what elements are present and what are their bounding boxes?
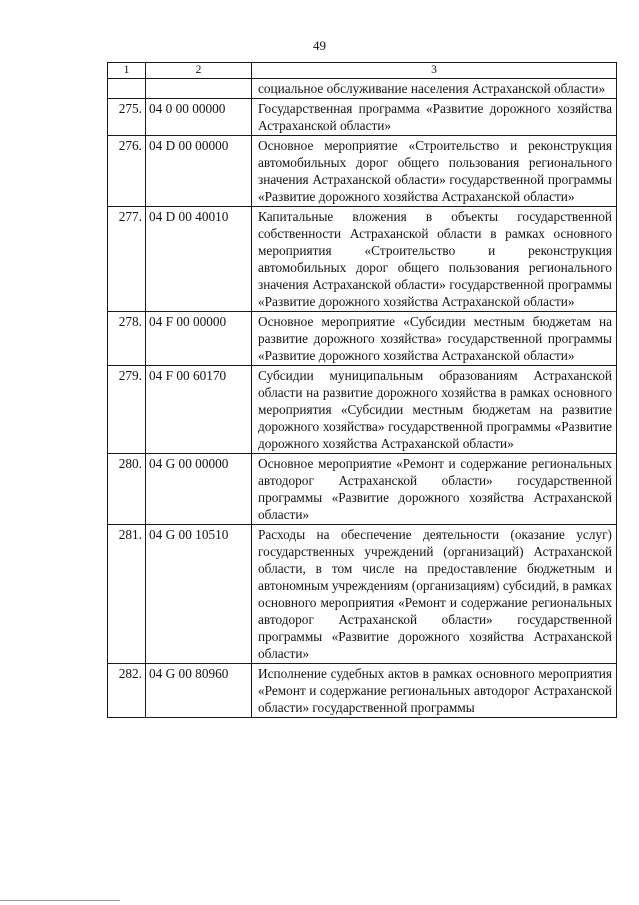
- row-description: Основное мероприятие «Строительство и реконструкция автомобильных дорог общего пользования регионального значения Астраханской области» государственной программы «Развитие дорожного хозяйства Астраханской области»: [252, 136, 617, 207]
- row-number: [108, 79, 146, 99]
- table-row: [108, 664, 617, 718]
- row-code: 04 D 00 40010: [146, 207, 252, 312]
- row-code: 04 G 00 10510: [146, 525, 252, 664]
- table-row: [108, 454, 617, 525]
- row-code: 04 0 00 00000: [146, 99, 252, 136]
- row-description: социальное обслуживание населения Астраханской области»: [252, 79, 617, 99]
- table-row: [108, 312, 617, 366]
- header-col-1: 1: [108, 63, 146, 79]
- row-description: Капитальные вложения в объекты государственной собственности Астраханской области в рамках основного мероприятия «Строительство и реконструкция автомобильных дорог общего пользования регионального значения Астраханской области» государственной программы «Развитие дорожного хозяйства Астраханской области»: [252, 207, 617, 312]
- row-number: 279.: [108, 366, 146, 454]
- row-description: Основное мероприятие «Ремонт и содержание региональных автодорог Астраханской области» государственной программы «Развитие дорожного хозяйства Астраханской области»: [252, 454, 617, 525]
- table-row: [108, 79, 617, 99]
- table-body: [108, 63, 617, 718]
- table-row: [108, 136, 617, 207]
- row-code: 04 G 00 80960: [146, 664, 252, 718]
- row-code: 04 F 00 00000: [146, 312, 252, 366]
- row-number: 275.: [108, 99, 146, 136]
- row-description: Субсидии муниципальным образованиям Астраханской области на развитие дорожного хозяйства в рамках основного мероприятия «Субсидии местным бюджетам на развитие дорожного хозяйства» государственной программы «Развитие дорожного хозяйства Астраханской области»: [252, 366, 617, 454]
- table-row: [108, 525, 617, 664]
- row-number: 276.: [108, 136, 146, 207]
- header-col-2: 2: [146, 63, 252, 79]
- header-col-3: 3: [252, 63, 617, 79]
- table-row: [108, 207, 617, 312]
- budget-table: [107, 62, 617, 718]
- row-number: 278.: [108, 312, 146, 366]
- page-number: 49: [313, 38, 326, 53]
- row-code: 04 F 00 60170: [146, 366, 252, 454]
- row-number: 280.: [108, 454, 146, 525]
- row-description: Государственная программа «Развитие дорожного хозяйства Астраханской области»: [252, 99, 617, 136]
- bottom-rule: [0, 900, 120, 901]
- row-number: 282.: [108, 664, 146, 718]
- table-row: [108, 366, 617, 454]
- row-description: Исполнение судебных актов в рамках основного мероприятия «Ремонт и содержание региональных автодорог Астраханской области» государственной программы: [252, 664, 617, 718]
- row-code: 04 D 00 00000: [146, 136, 252, 207]
- row-description: Основное мероприятие «Субсидии местным бюджетам на развитие дорожного хозяйства» государственной программы «Развитие дорожного хозяйства Астраханской области»: [252, 312, 617, 366]
- row-code: 04 G 00 00000: [146, 454, 252, 525]
- row-description: Расходы на обеспечение деятельности (оказание услуг) государственных учреждений (организаций) Астраханской области, в том числе на предоставление бюджетным и автономным учреждениям (организациям) субсидий, в рамках основного мероприятия «Ремонт и содержание региональных автодорог Астраханской области» государственной программы «Развитие дорожного хозяйства Астраханской области»: [252, 525, 617, 664]
- row-number: 281.: [108, 525, 146, 664]
- row-code: [146, 79, 252, 99]
- table-header-row: [108, 63, 617, 79]
- table-row: [108, 99, 617, 136]
- row-number: 277.: [108, 207, 146, 312]
